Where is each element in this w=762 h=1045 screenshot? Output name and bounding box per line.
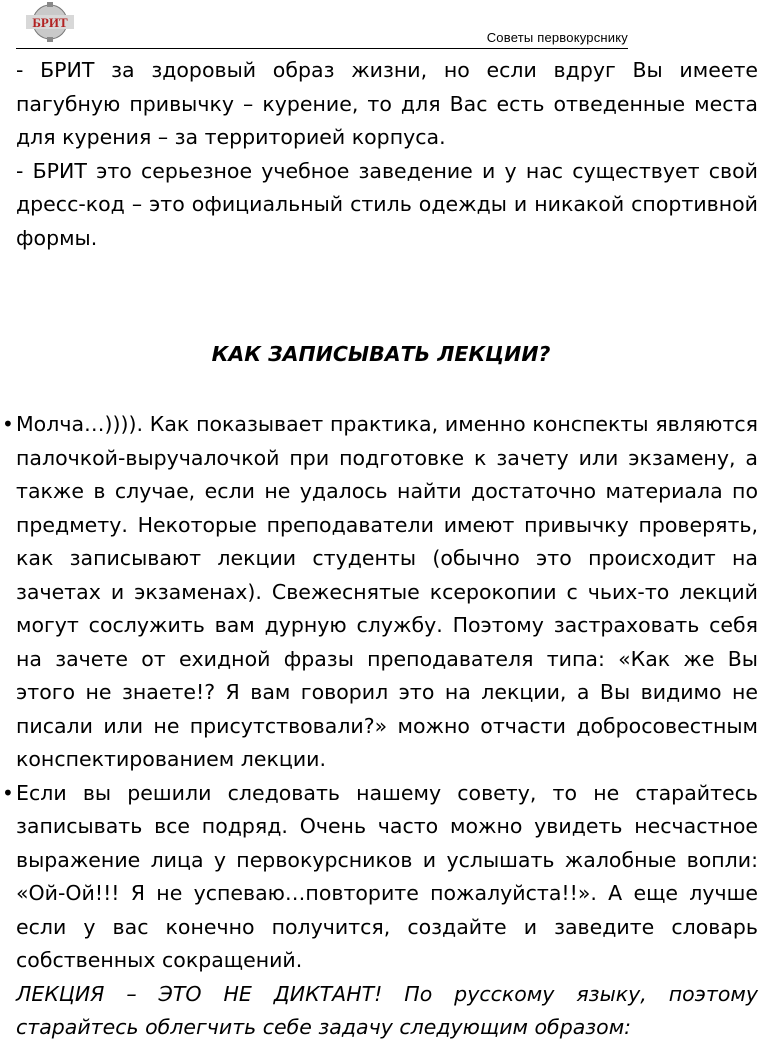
- list-item: [2, 777, 758, 978]
- bullet-icon: •: [2, 780, 14, 805]
- section-heading: КАК ЗАПИСЫВАТЬ ЛЕКЦИИ?: [211, 342, 551, 366]
- list-item-text: Молча…)))). Как показывает практика, именно конспекты являются палочкой-выручалочкой при подготовке к зачету или экзамену, а также в случае, если не удалось найти достаточно материала по предмету. Некоторые преподаватели имеют привычку проверять, как записывают лекции студенты (обычно это происходит на зачетах и экзаменах). Свежеснятые ксерокопии с чьих-то лекций могут сослужить вам дурную службу. Поэтому застраховать себя на зачете от ехидной фразы преподавателя типа: «Как же Вы этого не знаете!? Я вам говорил это на лекции, а Вы видимо не писали или не присутствовали?» можно отчасти добросовестным конспектированием лекции.: [16, 412, 758, 771]
- intro-paragraph: - БРИТ за здоровый образ жизни, но если вдруг Вы имеете пагубную привычку – курение, то для Вас есть отведенные места для курения – за территорией корпуса.: [16, 58, 758, 149]
- list-item: [2, 408, 758, 777]
- header-divider-main: [172, 48, 628, 49]
- intro-paragraph: - БРИТ это серьезное учебное заведение и у нас существует свой дресс-код – это официальный стиль одежды и никакой спортивной формы.: [16, 158, 758, 250]
- intro-section: [16, 54, 758, 255]
- header-title: Советы первокурснику: [486, 30, 628, 45]
- bullet-icon: •: [2, 412, 14, 436]
- header-divider: [16, 48, 172, 49]
- lecture-note: ЛЕКЦИЯ – ЭТО НЕ ДИКТАНТ! По русскому языку, поэтому старайтесь облегчить себе задачу следующим образом:: [16, 981, 758, 1039]
- tips-list: [2, 408, 758, 1045]
- logo-text: БРИТ: [32, 15, 68, 30]
- brit-logo: [22, 2, 78, 42]
- list-item-text: Если вы решили следовать нашему совету, то не старайтесь записывать все подряд. Очень часто можно увидеть несчастное выражение лица у первокурсников и услышать жалобные вопли: «Ой-Ой!!! Я не успеваю…повторите пожалуйста!!». А еще лучше если у вас конечно получится, создайте и заведите словарь собственных сокращений.: [16, 780, 758, 972]
